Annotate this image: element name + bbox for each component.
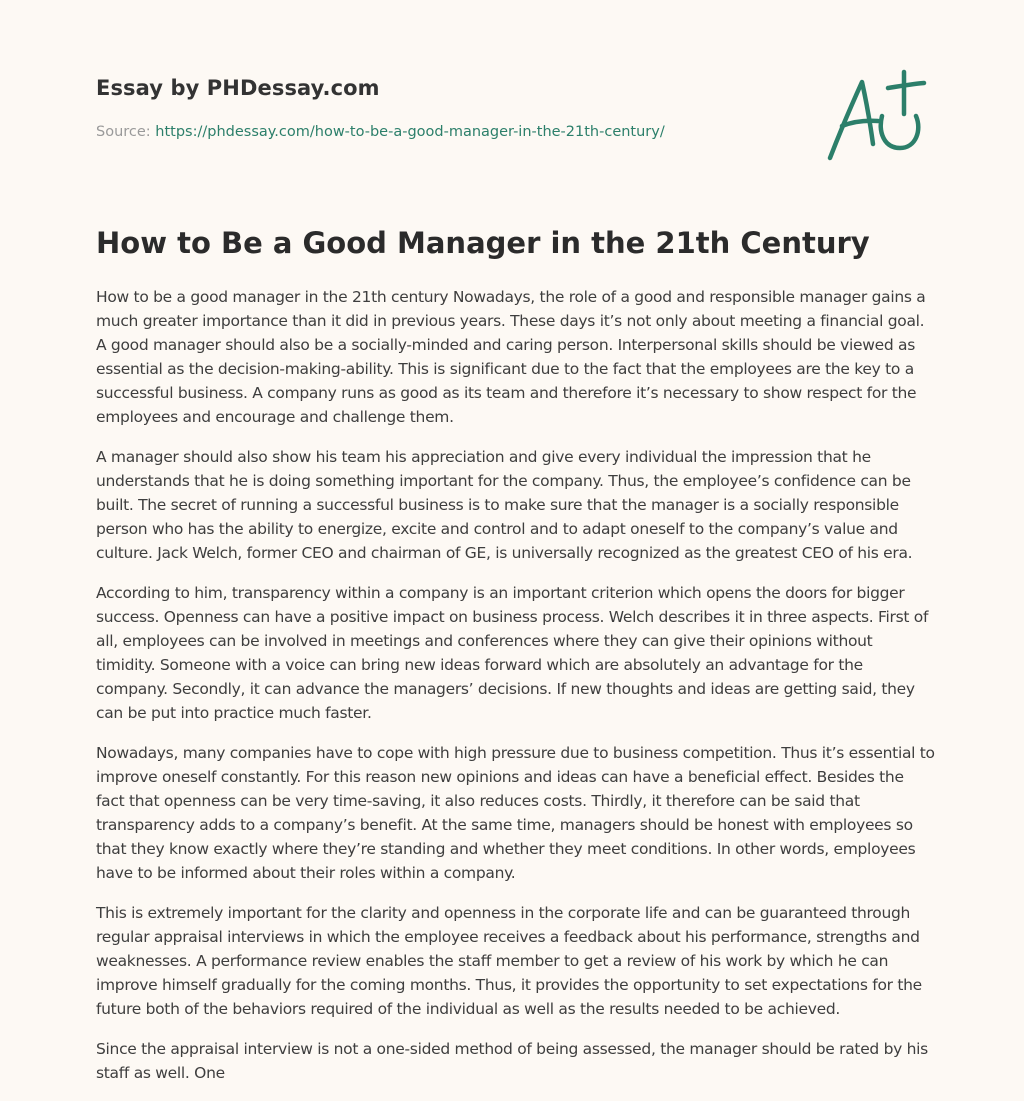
essay-body xyxy=(96,285,936,1101)
essay-paragraph: How to be a good manager in the 21th century Nowadays, the role of a good and responsible manager gains a much greater importance than it did in previous years. These days it’s not only about meeting a financial goal. A good manager should also be a socially-minded and caring person. Interpersonal skills should be viewed as essential as the decision-making-ability. This is significant due to the fact that the employees are the key to a successful business. A company runs as good as its team and therefore it’s necessary to show respect for the employees and encourage and challenge them. xyxy=(96,288,926,426)
site-title: Essay by PHDessay.com xyxy=(96,76,380,100)
source-line xyxy=(96,124,665,140)
essay-paragraph: Since the appraisal interview is not a one-sided method of being assessed, the manager should be rated by his staff as well. One xyxy=(96,1040,928,1082)
a-plus-grade-icon xyxy=(818,66,930,166)
essay-paragraph: Nowadays, many companies have to cope with high pressure due to business competition. Thus it’s essential to improve oneself constantly. For this reason new opinions and ideas can have a beneficial effect. Besides the fact that openness can be very time-saving, it also reduces costs. Thirdly, it therefore can be said that transparency adds to a company’s benefit. At the same time, managers should be honest with employees so that they know exactly where they’re standing and whether they meet conditions. In other words, employees have to be informed about their roles within a company. xyxy=(96,744,935,882)
essay-paragraph: A manager should also show his team his appreciation and give every individual the impression that he understands that he is doing something important for the company. Thus, the employee’s confidence can be built. The secret of running a successful business is to make sure that the manager is a socially responsible person who has the ability to energize, excite and control and to adapt oneself to the company’s value and culture. Jack Welch, former CEO and chairman of GE, is universally recognized as the greatest CEO of his era. xyxy=(96,448,913,562)
source-link[interactable]: https://phdessay.com/how-to-be-a-good-manager-in-the-21th-century/ xyxy=(155,124,665,140)
essay-title: How to Be a Good Manager in the 21th Century xyxy=(96,226,870,260)
essay-paragraph: This is extremely important for the clarity and openness in the corporate life and can be guaranteed through regular appraisal interviews in which the employee receives a feedback about his performance, strengths and weaknesses. A performance review enables the staff member to get a review of his work by which he can improve himself gradually for the coming months. Thus, it provides the opportunity to set expectations for the future both of the behaviors required of the individual as well as the results needed to be achieved. xyxy=(96,904,922,1018)
source-label: Source: xyxy=(96,124,151,140)
essay-paragraph: According to him, transparency within a company is an important criterion which opens the doors for bigger success. Openness can have a positive impact on business process. Welch describes it in three aspects. First of all, employees can be involved in meetings and conferences where they can give their opinions without timidity. Someone with a voice can bring new ideas forward which are absolutely an advantage for the company. Secondly, it can advance the managers’ decisions. If new thoughts and ideas are getting said, they can be put into practice much faster. xyxy=(96,584,929,722)
